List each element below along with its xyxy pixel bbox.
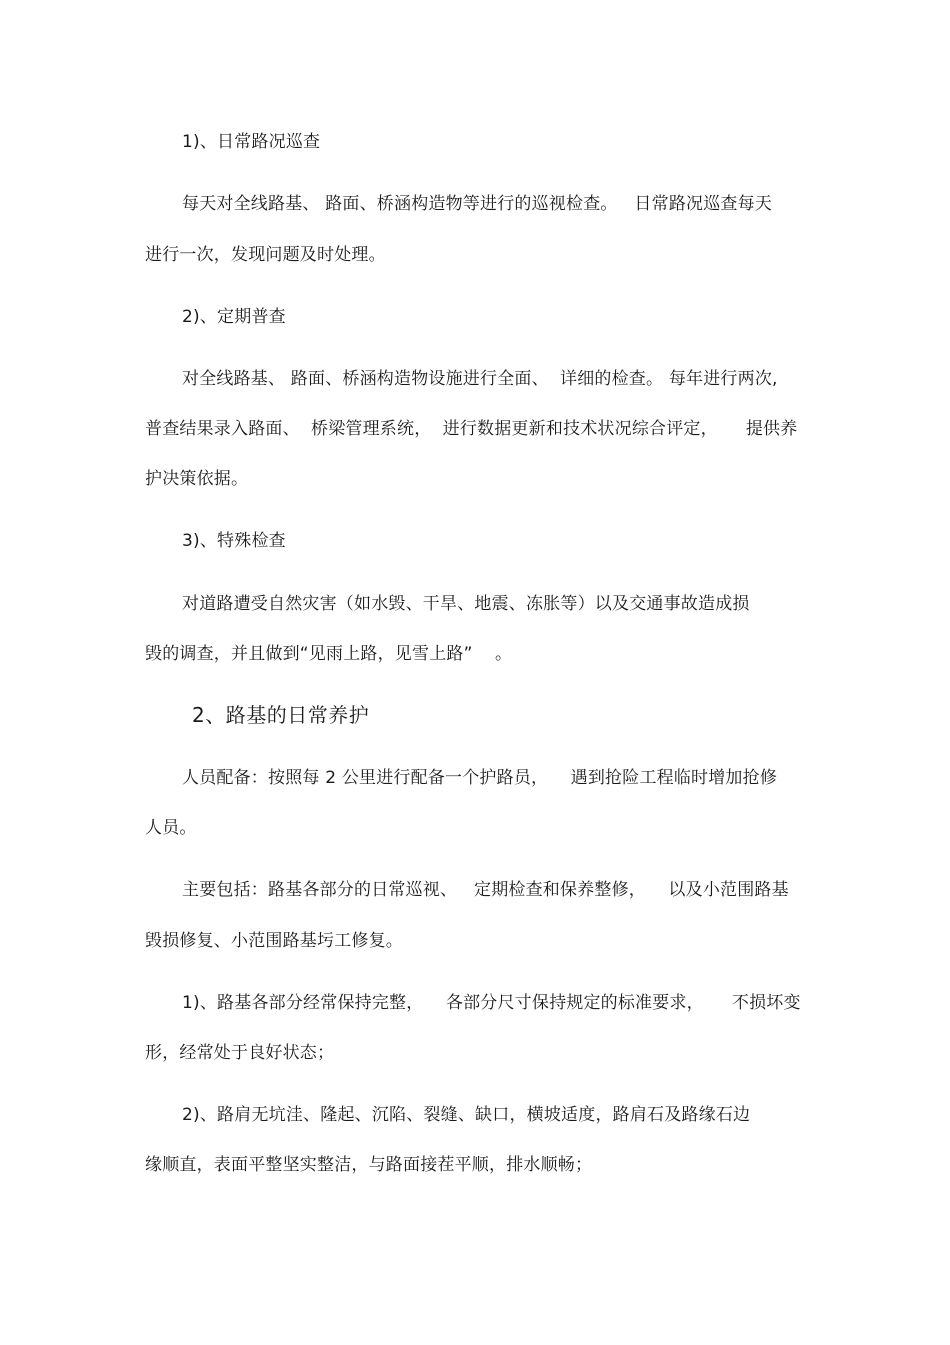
- paragraph-line: 主要包括：路基各部分的日常巡视、 定期检查和保养整修， 以及小范围路基: [182, 880, 789, 900]
- paragraph-line: 人员配备：按照每 2 公里进行配备一个护路员， 遇到抢险工程临时增加抢修: [182, 768, 778, 788]
- paragraph-line: 普查结果录入路面、 桥梁管理系统， 进行数据更新和技术状况综合评定， 提供养: [145, 419, 798, 439]
- list-item-line: 2)、路肩无坑洼、隆起、沉陷、裂缝、缺口，横坡适度，路肩石及路缘石边: [182, 1105, 751, 1125]
- paragraph-line: 每天对全线路基、 路面、桥涵构造物等进行的巡视检查。 日常路况巡查每天: [182, 194, 773, 214]
- list-item-line: 缘顺直，表面平整坚实整洁，与路面接茬平顺，排水顺畅；: [145, 1155, 593, 1175]
- subheading-daily-inspection: 1)、日常路况巡查: [182, 132, 321, 152]
- paragraph-line: 毁的调查，并且做到“见雨上路，见雪上路” 。: [145, 644, 513, 664]
- paragraph-line: 进行一次，发现问题及时处理。: [145, 245, 386, 265]
- paragraph-line: 毁损修复、小范围路基圬工修复。: [145, 931, 403, 951]
- paragraph-line: 护决策依据。: [145, 469, 249, 489]
- subheading-periodic-survey: 2)、定期普查: [182, 307, 286, 327]
- paragraph-line: 人员。: [145, 818, 197, 838]
- subheading-special-inspection: 3)、特殊检查: [182, 531, 286, 551]
- paragraph-line: 对道路遭受自然灾害（如水毁、干旱、地震、冻胀等）以及交通事故造成损: [182, 594, 750, 614]
- list-item-line: 形，经常处于良好状态；: [145, 1043, 335, 1063]
- paragraph-line: 对全线路基、 路面、桥涵构造物设施进行全面、 详细的检查。 每年进行两次,: [182, 369, 778, 389]
- section-heading: 2、路基的日常养护: [192, 703, 370, 727]
- list-item-line: 1)、路基各部分经常保持完整， 各部分尺寸保持规定的标准要求， 不损坏变: [182, 993, 801, 1013]
